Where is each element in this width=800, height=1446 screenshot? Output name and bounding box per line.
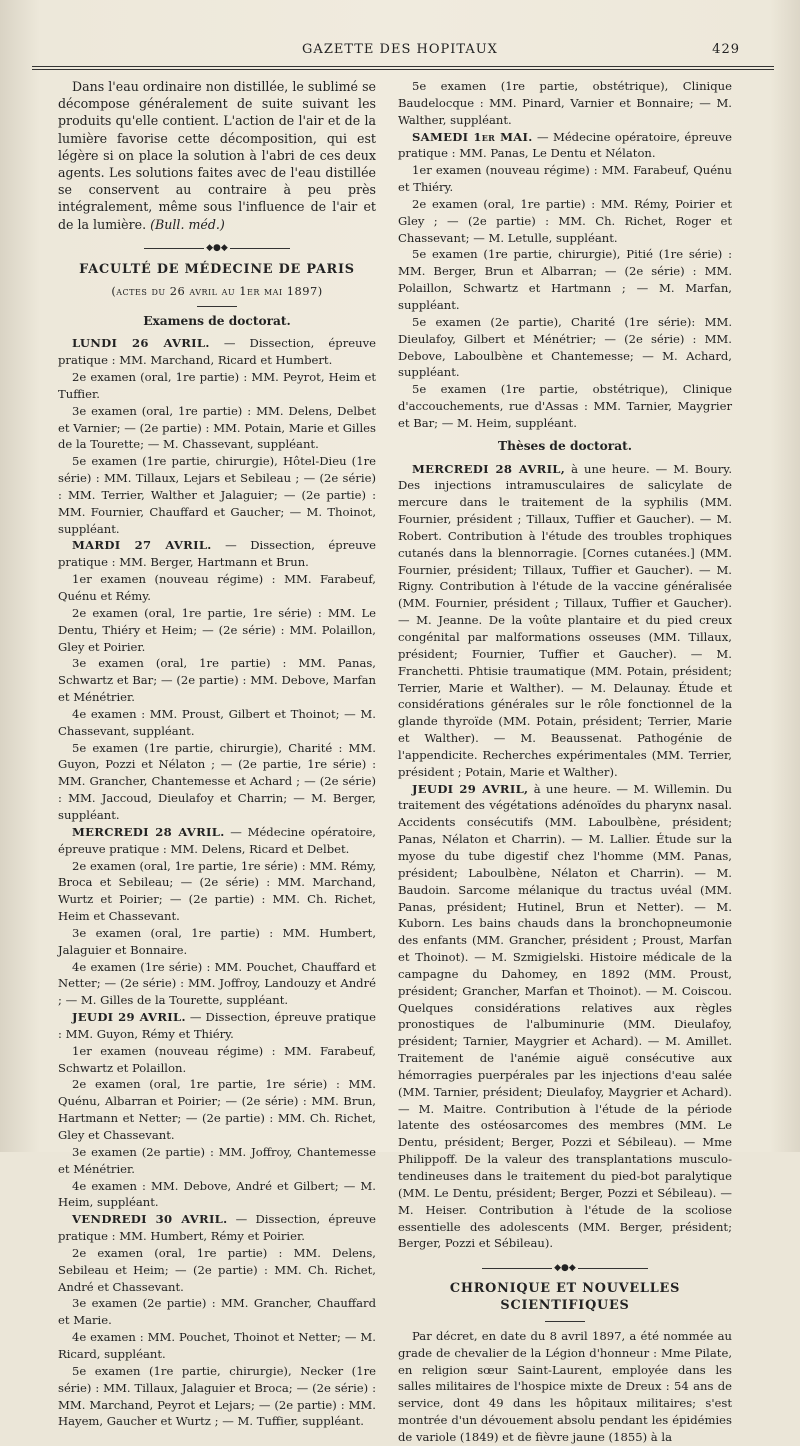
exam-text: — Dissection, épreuve pratique : MM. Humbert, Rémy et Poirier.: [58, 1212, 376, 1244]
exam-paragraph: [398, 246, 732, 313]
exam-text: 5e examen (1re partie, obstétrique), Clinique Baudelocque : MM. Pinard, Varnier et Bonnaire; — M. Walther, suppléant.: [398, 79, 732, 127]
day-heading: MERCREDI 28 AVRIL.: [72, 824, 225, 839]
exam-paragraph: [58, 571, 376, 605]
header-rule-top: [32, 66, 774, 67]
exam-text: 2e examen (oral, 1re partie, 1re série) : MM. Rémy, Broca et Sebileau; — (2e série) : MM. Marchand, Wurtz et Poirier; — (2e partie) : MM. Ch. Richet, Heim et Chassevant.: [58, 858, 376, 924]
intro-text: Dans l'eau ordinaire non distillée, le sublimé se décompose généralement de suite suivant les produits qu'elle contient. L'action de l'air et de la lumière favorise cette décomposition, qui est légère si on place la solution à l'abri de ces deux agents. Les solutions faites avec de l'eau distillée se conservent au contraire à peu près intégralement, même sous l'influence de l'air et de la lumière.: [58, 79, 376, 232]
exam-paragraph: [398, 78, 732, 129]
thesis-paragraph: [398, 461, 732, 781]
exam-paragraph: [58, 1043, 376, 1077]
journal-title: GAZETTE DES HOPITAUX: [302, 42, 498, 57]
exam-text: 2e examen (oral, 1re partie, 1re série) : MM. Le Dentu, Thiéry et Heim; — (2e série) : MM. Polaillon, Gley et Poirier.: [58, 605, 376, 654]
day-heading: JEUDI 29 AVRIL.: [72, 1010, 186, 1025]
exam-text: — Dissection, épreuve pratique : MM. Berger, Hartmann et Brun.: [58, 538, 376, 570]
exam-text: — Dissection, épreuve pratique : MM. Marchand, Ricard et Humbert.: [58, 336, 376, 368]
exam-text: 4e examen (1re série) : MM. Pouchet, Chauffard et Netter; — (2e série) : MM. Joffroy, Landouzy et André ; — M. Gilles de la Tourette, suppléant.: [58, 959, 376, 1008]
ornament-separator: ◆●◆: [58, 240, 376, 250]
exam-text: 2e examen (oral, 1re partie, 1re série) : MM. Quénu, Albarran et Poirier; — (2e série) : MM. Brun, Hartmann et Netter; — (2e partie) : MM. Ch. Richet, Gley et Chassevant.: [58, 1077, 376, 1143]
exam-text: 4e examen : MM. Debove, André et Gilbert; — M. Heim, suppléant.: [58, 1178, 376, 1210]
ornament-separator-2: ◆●◆: [398, 1259, 732, 1269]
exam-paragraph: [58, 655, 376, 706]
faculty-title: FACULTÉ DE MÉDECINE DE PARIS: [79, 261, 355, 277]
day-heading: LUNDI 26 AVRIL.: [72, 336, 210, 351]
exam-paragraph: [58, 740, 376, 824]
exam-paragraph: [58, 858, 376, 925]
day-heading: MERCREDI 28 AVRIL,: [412, 461, 566, 476]
chronique-title: CHRONIQUE ET NOUVELLES SCIENTIFIQUES: [449, 1281, 681, 1314]
day-heading: VENDREDI 30 AVRIL.: [72, 1212, 228, 1227]
thesis-text: à une heure. — M. Boury. Des injections intramusculaires de salicylate de mercure dans le traitement de la syphilis (MM. Fournier, président ; Tillaux, Tuffier et Gaucher). — M. Robert. Contribution à l'étude des troubles trophiques cutanés dans la blennorragie. [Cornes cutanées.] (MM. Fournier, président; Tillaux, Tuffier et Gaucher). — M. Rigny. Contribution à l'étude de la vaccine généralisée (MM. Fournier, président ; Tillaux, Tuffier et Gaucher). — M. Jeanne. De la voûte plantaire et du pied creux congénital par malformations osseuses (MM. Tillaux, président; Fournier, Tuffier et Gaucher). — M. Franchetti. Phtisie traumatique (MM. Potain, président; Terrier, Marie et Walther). — M. Delaunay. Étude et considérations générales sur le rôle fonctionnel de la glande thyroïde (MM. Potain, président; Terrier, Marie et Walther). — M. Beaussenat. Pathogénie de l'appendicite. Recherches expérimentales (MM. Terrier, président ; Potain, Marie et Walther).: [398, 461, 733, 779]
exam-paragraph: [58, 1211, 376, 1245]
exam-paragraph: [398, 314, 732, 381]
exam-text: 2e examen (oral, 1re partie) : MM. Rémy, Poirier et Gley ; — (2e partie) : MM. Ch. Richet, Roger et Chassevant; — M. Letulle, suppléant.: [398, 196, 732, 245]
chronique-paragraph: Par décret, en date du 8 avril 1897, a été nommée au grade de chevalier de la Légion d'honneur : Mme Pilate, en religion sœur Saint-Laurent, employée dans les salles militaires de l'hospice mixte de Dreux : 54 ans de service, dont 49 dans les hôpitaux militaires; s'est montrée d'un dévouement absolu pendant les épidémies de variole (1849) et de fièvre jaune (1855) à la: [398, 1328, 732, 1444]
day-heading: MARDI 27 AVRIL.: [72, 538, 212, 553]
exam-text: 3e examen (oral, 1re partie) : MM. Humbert, Jalaguier et Bonnaire.: [58, 925, 376, 957]
short-rule: [197, 306, 237, 307]
exam-paragraph: [398, 381, 732, 432]
exam-paragraph: [398, 196, 732, 247]
exam-text: 1er examen (nouveau régime) : MM. Farabeuf, Schwartz et Polaillon.: [58, 1043, 376, 1075]
exam-paragraph: [58, 824, 376, 858]
left-column: [58, 78, 376, 1430]
exam-list: [58, 335, 376, 1430]
page-header: [60, 42, 740, 62]
exam-text: 5e examen (1re partie, chirurgie), Hôtel-Dieu (1re série) : MM. Tillaux, Lejars et Sebileau ; — (2e série) : MM. Terrier, Walther et Jalaguier; — (2e partie) : MM. Fournier, Chauffard et Gaucher; — M. Thoinot, suppléant.: [58, 454, 376, 536]
exam-text: 5e examen (1re partie, chirurgie), Pitié (1re série) : MM. Berger, Brun et Albarran; — (2e série) : MM. Polaillon, Schwartz et Hartmann ; — M. Marfan, suppléant.: [398, 247, 732, 312]
exam-paragraph: [58, 335, 376, 369]
exam-text: 2e examen (oral, 1re partie) : MM. Peyrot, Heim et Tuffier.: [58, 370, 376, 401]
day-heading: SAMEDI 1er MAI.: [412, 129, 533, 144]
page-number: 429: [712, 42, 740, 57]
exam-text: 3e examen (2e partie) : MM. Grancher, Chauffard et Marie.: [58, 1296, 376, 1328]
exam-paragraph: [58, 925, 376, 959]
header-rule-bottom: [32, 69, 774, 70]
exam-text: 2e examen (oral, 1re partie) : MM. Delens, Sebileau et Heim; — (2e partie) : MM. Ch. Richet, André et Chassevant.: [58, 1245, 376, 1294]
exam-paragraph: [58, 403, 376, 454]
thesis-text: à une heure. — M. Willemin. Du traitement des végétations adénoïdes du pharynx nasal. Accidents consécutifs (MM. Laboulbène, président; Panas, Nélaton et Charrin). — M. Lallier. Étude sur la myose du tube digestif chez l'homme (MM. Panas, président; Laboulbène, Nélaton et Charrin). — M. Baudoin. Sarcome mélanique du tractus uvéal (MM. Panas, président; Hutinel, Brun et Netter). — M. Kuborn. Les bains chauds dans la bronchopneumonie des enfants (MM. Grancher, président ; Proust, Marfan et Thoinot). — M. Szmigielski. Histoire médicale de la campagne du Dahomey, en 1892 (MM. Proust, président; Grancher, Marfan et Thoinot). — M. Coiscou. Quelques considérations relatives aux règles pronostiques de l'albuminurie (MM. Dieulafoy, président; Tarnier, Maygrier et Achard). — M. Amillet. Traitement de l'anémie aiguë consécutive aux hémorragies puerpérales par les injections d'eau salée (MM. Tarnier, président; Dieulafoy, Maygrier et Achard). — M. Maitre. Contribution à l'étude de la période latente des ostéosarcomes des membres (MM. Le Dentu, président; Berger, Pozzi et Sébileau). — Mme Philippoff. De la valeur des transplantations musculo-tendineuses dans le traitement du pied-bot paralytique (MM. Le Dentu, président; Berger, Pozzi et Sébileau). — M. Heiser. Contribution à l'étude de la scoliose essentielle des adolescents (MM. Berger, président; Berger, Pozzi et Sébileau).: [398, 781, 732, 1251]
exam-text: 4e examen : MM. Proust, Gilbert et Thoinot; — M. Chassevant, suppléant.: [58, 706, 376, 738]
exam-text: 5e examen (1re partie, chirurgie), Charité : MM. Guyon, Pozzi et Nélaton ; — (2e partie, 1re série) : MM. Grancher, Chantemesse et Achard ; — (2e série) : MM. Jaccoud, Dieulafoy et Charrin; — M. Berger, suppléant.: [58, 740, 376, 822]
faculty-subtitle: (actes du 26 avril au 1er mai 1897): [111, 283, 323, 298]
exam-text: 3e examen (oral, 1re partie) : MM. Delens, Delbet et Varnier; — (2e partie) : MM. Potain, Marie et Gilles de la Tourette; — M. Chassevant, suppléant.: [58, 403, 376, 452]
exam-paragraph: [58, 453, 376, 537]
theses-title: Thèses de doctorat.: [498, 438, 632, 453]
exam-text: 3e examen (2e partie) : MM. Joffroy, Chantemesse et Ménétrier.: [58, 1144, 376, 1176]
exam-text: 5e examen (1re partie, obstétrique), Clinique d'accouchements, rue d'Assas : MM. Tarnier, Maygrier et Bar; — M. Heim, suppléant.: [398, 382, 732, 430]
theses-list: [398, 461, 732, 1253]
exams-title: Examens de doctorat.: [143, 313, 291, 328]
exam-text: 1er examen (nouveau régime) : MM. Farabeuf, Quénu et Thiéry.: [398, 163, 732, 195]
exam-paragraph: [58, 1076, 376, 1143]
exam-text: 4e examen : MM. Pouchet, Thoinot et Netter; — M. Ricard, suppléant.: [58, 1330, 376, 1361]
right-column: [398, 78, 732, 1446]
exam-text: 5e examen (1re partie, chirurgie), Necker (1re série) : MM. Tillaux, Jalaguier et Broca; — (2e série) : MM. Marchand, Peyrot et Lejars; — (2e partie) : MM. Hayem, Gaucher et Wurtz ; — M. Tuffier, suppléant.: [58, 1363, 376, 1429]
exam-paragraph: [58, 537, 376, 571]
exam-text: 3e examen (oral, 1re partie) : MM. Panas, Schwartz et Bar; — (2e partie) : MM. Debove, Marfan et Ménétrier.: [58, 656, 376, 705]
exam-paragraph: [58, 1178, 376, 1212]
day-heading: JEUDI 29 AVRIL,: [412, 781, 529, 796]
exam-paragraph: [58, 369, 376, 403]
exam-paragraph: [58, 1363, 376, 1430]
exam-text: 1er examen (nouveau régime) : MM. Farabeuf, Quénu et Rémy.: [58, 572, 376, 604]
exam-text: — Médecine opératoire, épreuve pratique : MM. Delens, Ricard et Delbet.: [58, 824, 376, 856]
exam-paragraph: [398, 162, 732, 196]
exam-paragraph: [58, 605, 376, 656]
intro-paragraph: [58, 78, 376, 233]
thesis-paragraph: [398, 781, 732, 1253]
exam-paragraph: [58, 1245, 376, 1296]
exam-text: — Dissection, épreuve pratique : MM. Guyon, Rémy et Thiéry.: [58, 1010, 376, 1041]
exam-paragraph: [58, 1144, 376, 1178]
exam-text: — Médecine opératoire, épreuve pratique : MM. Panas, Le Dentu et Nélaton.: [398, 129, 732, 161]
short-rule-2: [545, 1321, 585, 1322]
exam-list-continued: [398, 78, 732, 432]
exam-paragraph: [58, 1295, 376, 1329]
exam-paragraph: [58, 706, 376, 740]
exam-text: 5e examen (2e partie), Charité (1re série): MM. Dieulafoy, Gilbert et Ménétrier; — (2e série) : MM. Debove, Laboulbène et Chantemesse; — M. Achard, suppléant.: [398, 314, 732, 380]
exam-paragraph: [58, 1329, 376, 1363]
exam-paragraph: [58, 1009, 376, 1043]
intro-source: (Bull. méd.): [150, 216, 225, 232]
exam-paragraph: [398, 129, 732, 163]
exam-paragraph: [58, 959, 376, 1010]
